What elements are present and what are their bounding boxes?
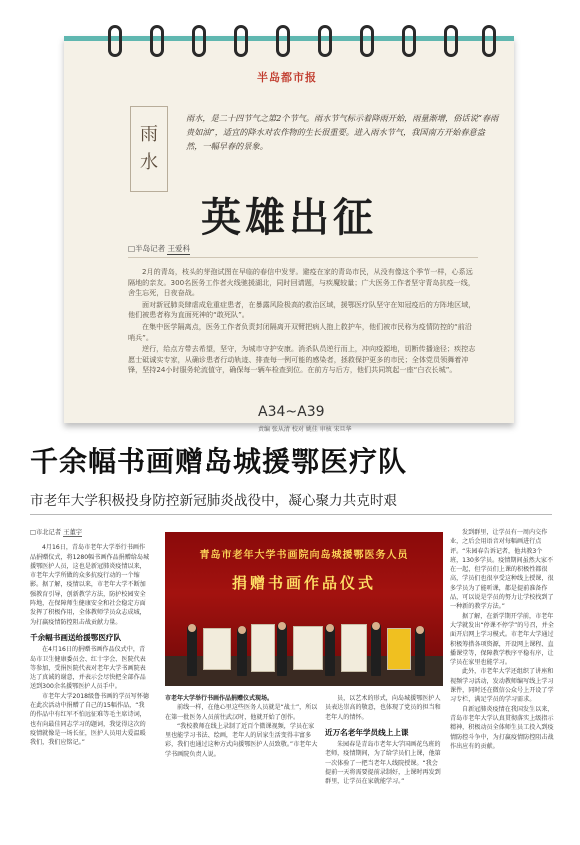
section-subtitle: 千余幅书画送给援鄂医疗队: [30, 632, 122, 642]
body-paragraph: 在4月16日的捐赠书画作品仪式中，青岛市卫生健康委员会、红十字会、医院代表等参加，受捐医院代表对老年大学书画院表达了真诚的谢意，并表示会尽快把全部作品送到300余名援鄂医护人员手中。: [30, 646, 146, 691]
person-head: [238, 626, 246, 634]
solar-term-char: 雨: [140, 124, 158, 145]
body-paragraph: 4月16日，青岛市老年大学举行书画作品捐赠仪式，将1280幅书画作品捐赠给岛城援鄂医护人员，这也是新冠肺炎疫情以来，市老年大学所做的众多抗疫行动的一个缩影。据了解，疫情以来，市老年大学不断加强教育引导，创新教学方法，防护校园安全阵地，在保障师生健康安全和社会稳定方面发挥了积极作用，全体教师学员众志成城，为打赢疫情防控阻击战贡献力量。: [30, 544, 150, 626]
binder-ring-icon: [108, 25, 122, 57]
newspaper-logo: 半岛都市报: [257, 71, 317, 84]
person-figure: [371, 622, 381, 676]
body-paragraph: 逆行，给点方带去希望，坚守，为城市守护安康。消杀队员逆行而上，冲向疫源地，切断传播途径；疾控志愿士砥诚实专家，从确诊患者行动轨迹、排查每一例可能的感染者，拯救保护更多的市民；全体党员领舞着冲锋，坚持24小时服务轮流值守，确保每一辆车检查到位。在前方与后方，他们共同筑起一座“白衣长城”。: [128, 344, 476, 375]
article-headline: 千余幅书画赠岛城援鄂医疗队: [30, 445, 408, 478]
solar-term-box: [130, 106, 168, 192]
body-paragraph: 面对新冠肺炎肆虐成危重症患者，在暴露风险极高的救治区域，援鄂医疗队坚守在知冠疫后的方阵地区域，他们被患者称为直面死神的“敢死队”。: [128, 299, 476, 320]
binder-ring-icon: [192, 25, 206, 57]
solar-term-char: 水: [140, 152, 158, 173]
person-head: [416, 626, 424, 634]
calligraphy-scroll: [203, 628, 231, 670]
byline-author: 王董宇: [63, 529, 83, 536]
photo-banner-line2: 捐赠书画作品仪式: [231, 574, 376, 592]
divider: [128, 257, 478, 258]
person-head: [278, 622, 286, 630]
article-column-2: [165, 694, 320, 840]
divider: [30, 514, 552, 515]
binder-ring-icon: [444, 25, 458, 57]
binder-ring-icon: [482, 25, 496, 57]
binder-ring-icon: [234, 25, 248, 57]
editor-credits: 责编 张从清 校对 姚佳 审核 宋旦华: [258, 426, 352, 433]
ceremony-photo: [165, 532, 443, 686]
body-paragraph: “我校教师在线上录制了近百个微课视频，学员在家里也能学习书法、绘画，老年人的居家生活变得丰富多彩，我们也通过这种方式向援鄂医护人员致敬。”市老年大学书画院负责人说。: [165, 722, 318, 758]
body-paragraph: 发到群里，让学员有一周内交作业，之后会用语音对每幅画进行点评。“朱园春告诉记者，他共教3个班，130多学员。疫情期间虽然大家不在一起，但学员们上课的积极性都很高，学员们也很享受这种线上授课，很多学员为了能听课，都是提前准备作品，可以说是学员的努力让学校找到了一种新的教学方法。”: [450, 529, 554, 611]
article-column-1: [30, 528, 150, 840]
body-paragraph: 市老年大学2018级鲁书画的学员写怀德在此次活动中捐赠了自己的15幅作品，“我的作品中有红军不怕远征难等毛主席诗词，也有向最佳同志学习的题词，我觉得这次的疫情就像是一场长征，医护人员用大爱温暖我们，我们应铭记。”: [30, 692, 149, 747]
body-paragraph: 前线一样，在他心里这些医务人员就是“战士”，所以在第一批医务人员前往武汉时，他就开始了创作。: [165, 704, 318, 721]
body-paragraph: 据了解，在新学期开学前，市老年大学就发出“停课不停学”的号召，并全面开启网上学习模式。市老年大学通过积极筹措各项资源，开设网上课程、直播课堂等，保障教学秩序平稳有序，让学员在家里也能学习。: [450, 612, 554, 667]
calendar-byline: [128, 243, 190, 254]
section-subtitle: 近万名老年学员线上上课: [325, 727, 409, 737]
photo-banner-line1: 青岛市老年大学书画院向岛城援鄂医务人员: [199, 550, 409, 561]
article-column-4: [450, 528, 554, 840]
calligraphy-scroll: [341, 624, 367, 672]
byline-prefix: □半岛记者: [128, 244, 166, 253]
solar-term-intro: 雨水，是二十四节气之第2个节气。雨水节气标示着降雨开始，雨量渐增，俗话说“春雨贵如油”，适宜的降水对农作物的生长很重要。进入雨水节气，我国南方开始春意盎然，一幅早春的景象。: [186, 113, 499, 151]
person-head: [326, 624, 334, 632]
body-paragraph: 员，以艺术的形式，向岛城援鄂医护人员表达崇高的敬意，也体现了党员的担当和老年人的情怀。: [325, 695, 441, 721]
person-head: [188, 624, 196, 632]
photo-caption: 市老年大学举行书画作品捐赠仪式现场。: [165, 695, 274, 702]
body-paragraph: 此外，市老年大学还组织了讲座和视频学习活动，发动教师编写线上学习课件，同时还在微信公众号上开设了学习专栏，满足学员的学习需求。: [450, 668, 554, 704]
painting-scroll: [293, 626, 323, 670]
calligraphy-scroll: [251, 624, 275, 672]
byline-author: 王爱科: [167, 244, 190, 253]
calendar-title: 英雄出征: [201, 195, 377, 241]
body-paragraph: 自新冠肺炎疫情在我国发生以来，青岛市老年大学认真贯彻落实上级指示精神，积极动员全体师生员工投入到疫情防控斗争中，为打赢疫情防控阻击战作出应有的贡献。: [450, 705, 554, 750]
person-figure: [277, 622, 287, 676]
binder-ring-icon: [318, 25, 332, 57]
article-subhead: 市老年大学积极投身防控新冠肺炎战役中，凝心聚力共克时艰: [30, 493, 398, 509]
binder-ring-icon: [276, 25, 290, 57]
calligraphy-scroll: [387, 628, 411, 670]
byline-prefix: □市北记者: [30, 529, 62, 536]
binder-ring-icon: [402, 25, 416, 57]
calendar-card: [64, 36, 514, 423]
body-paragraph: 2月的青岛，枝头的芽孢试图在早临的春信中发芽。避疫在家的青岛市民，从没有像这个季节一样，心系远隔地的亲友。300名医务工作者火线驰援湖北，同时回请题，与疾魔较量；广大医务工作者坚守青岛抗疫一线，舍生忘死，日夜奋战。: [128, 267, 475, 298]
article-byline: [30, 528, 150, 537]
body-paragraph: 朱园春是青岛市老年大学国画花鸟班的老师，疫情期间，为了给学员们上课，他第一次体验了一把当老年人线院授课。“我会提前一天将需要提前录制好，上课时再发到群里，让学员在家就能学习。”: [325, 741, 441, 786]
page-range: A34~A39: [258, 404, 325, 420]
binder-ring-icon: [150, 25, 164, 57]
calendar-body: [128, 267, 478, 377]
body-paragraph: 在集中医学隔离点，医务工作者负责封闭隔离开双臂把病人抱上救护车，他们被市民称为疫情防控的“前沿哨兵”。: [128, 321, 472, 342]
binder-ring-icon: [360, 25, 374, 57]
article-column-3: [325, 694, 443, 840]
person-head: [372, 622, 380, 630]
